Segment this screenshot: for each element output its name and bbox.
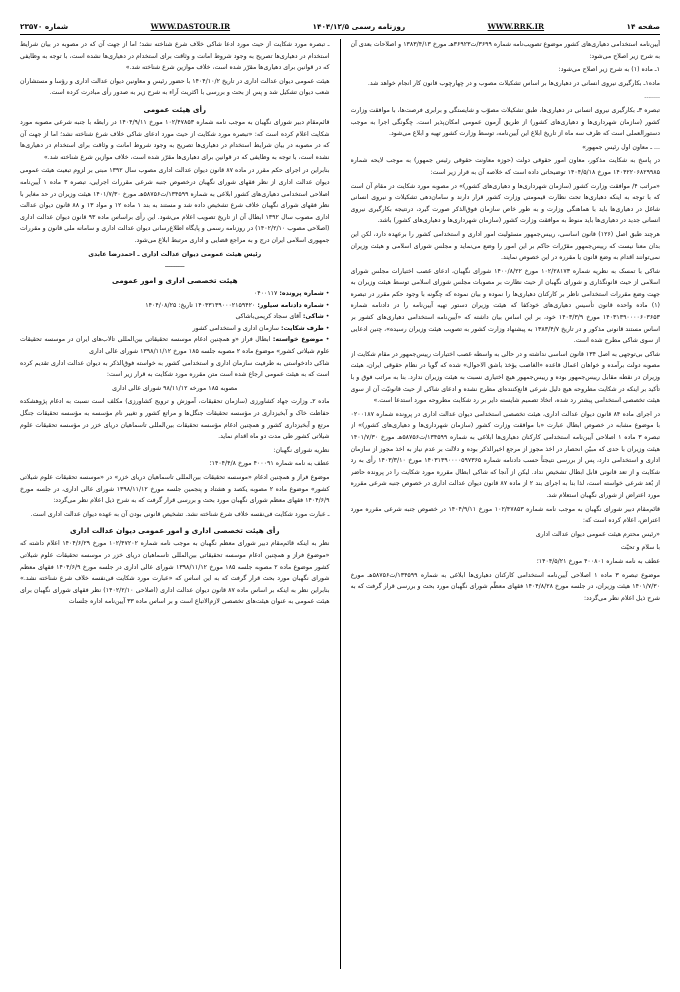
paragraph: شاکی بی‌توجهی به اصل ۱۳۴ قانون اساسی نداشته و در حالی به واسطه غصب اختیارات رییس‌جمهور در مقام شکایت از مصوبه دولت برآمده و خواهان اعمال قاعده «الغاصب یؤخذ باشق الاحوال» شده که گویا در نظام حقوقی ایران، هیئت وزیران در نقطه مقابل رییس‌جمهور بوده و رییس‌جمهور هیچ اختیاری نسبت به هیئت وزیران ندارد. بنا به مراتب فوق و با تأکید بر اینکه در شکایت مطروحه هیچ دلیل شرعی قانع‌کننده‌ای مطرح نشده و ادعای شاکی از حیث قانونیّت آن از سوی هیئت تخصصی استخدامی پیشتر رد شده، اتخاذ تصمیم شایسته دایر بر رد شکایت مطروحه مورد استدعا است.»: [350, 350, 660, 405]
paragraph: آیین‌نامه استخدامی دهیاری‌های کشور موضوع تصویب‌نامه شماره ۳۶۹۹/ت۳۶۹۲۳هـ مورخ ۱۳۸۳/۴/۱۳ و اصلاحات بعدی آن به شرح زیر اصلاح می‌شود:: [350, 41, 660, 60]
site-link-left[interactable]: WWW.DASTOUR.IR: [150, 22, 231, 31]
ruling-heading: رأی هیئت عمومی: [143, 104, 207, 114]
paragraph: شاکی دادخواستی به طرفیت سازمان اداری و استخدامی کشور به خواسته فوق‌الذکر به دیوان عدالت اداری تقدیم کرده است که به هیئت عمومی ارجاع شده است متن مقرره مورد شکایت به قرار زیر است:: [20, 359, 330, 379]
issue-number: شماره ۲۳۵۷۰: [20, 22, 69, 31]
paragraph: مصوبه ۱۸۵ مورخه ۹۸/۱۱/۱۲ شورای عالی اداری: [112, 384, 238, 392]
defendant: • طرف شکایت: سازمان اداری و استخدامی کشور: [192, 324, 330, 332]
paragraph: هرچند طبق اصل (۱۲۶) قانون اساسی، رییس‌جمهور مسئولیت امور اداری و استخدامی کشور را برعهده دارد، لکن این بدان معنا نیست که رییس‌جمهور مقرّرات حاکم بر این امور را وضع می‌نماید و مجلس شورای اسلامی و هیئت وزیران نمی‌توانند اقدام به وضع قانون یا مقرره در این خصوص نمایند.: [350, 230, 660, 262]
paragraph: عطف به نامه شماره ۴۰۰۰۹۱ مورخ ۱۴۰۴/۴/۸؛: [209, 460, 330, 468]
page-header: [20, 22, 660, 35]
paragraph: نظر به اینکه قائم‌مقام دبیر شورای معظم نگهبان به موجب نامه شماره ۱۰۲/۴۷۲۰۲ مورخ ۱۴۰۴/۶/۲۹ اعلام داشته که «موضوع فراز و همچنین ادغام موسسه تحقیقاتی بین‌المللی تاسماهیان دریای خزر در موسسه تحقیقات علوم شیلاتی کشور موضوع ماده ۲ مصوبه جلسه ۱۸۵ مورخ ۱۳۹۸/۱۱/۱۲ شورای عالی اداری در جلسه مورخ ۱۴۰۴/۶/۹ فقهای معظم شورای نگهبان مورد بحث قرار گرفت که به این اساس که «عبارت مورد شکایت فی‌نفسه خلاف شرع شناخته نشد.» بنابراین نظر به اینکه بر اساس ماده ۸۷ قانون دیوان عدالت اداری (اصلاحی ۱۴۰۲/۲/۱۰) نظر فقهای شورای نگهبان برای هیئت عمومی به عنوان هیئت‌های تخصصی لازم‌الاتباع است و بر اساس ماده ۳۳ آیین‌نامه اداره جلسات: [20, 540, 330, 606]
paragraph: تبصره ۳ـ بکارگیری نیروی انسانی در دهیاری‌ها، طبق تشکیلات مصوّب و شایستگی و برابری فرصت‌ها، با موافقت وزارت کشور (سازمان شهرداری‌ها و دهیاری‌های کشور) از طریق آزمون عمومی امکان‌پذیر است. چگونگی اجرا به موجب دستورالعملی است که ظرف سه ماه از تاریخ ابلاغ این آیین‌نامه، توسط وزارت کشور تهیه و ابلاغ می‌شود.: [350, 106, 660, 138]
column-divider: [340, 39, 341, 969]
right-column: [351, 39, 661, 969]
left-column: [20, 39, 330, 969]
gazette-date: روزنامه رسمی ۱۴۰۴/۱۲/۵: [312, 22, 406, 31]
request-subject: • موضوع خواسته: ابطال فراز «و همچنین ادغام موسسه تحقیقاتی بین‌المللی تالاب‌های ایران در موسسه تحقیقات علوم شیلاتی کشور» موضوع ماده ۲ مصوبه جلسه ۱۸۵ مورخ ۱۳۹۸/۱۱/۱۲ شورای عالی اداری: [20, 336, 330, 356]
paragraph: ... ـ معاون اول رئیس جمهور»: [582, 143, 660, 151]
case-heading: هیئت تخصصی اداری و امور عمومی: [111, 276, 238, 286]
paragraph: ـ عبارت مورد شکایت فی‌نفسه خلاف شرع شناخته نشد. تشخیص قانونی بودن آن به عهده دیوان عدالت اداری است.: [30, 510, 330, 518]
paragraph: موضوع فراز و همچنین ادغام «موسسه تحقیقات بین‌المللی تاسماهیان دریای خزر» در «موسسه تحقیقات علوم شیلاتی کشور» موضوع ماده ۲ مصوبه یکصد و هشتاد و پنجمین جلسه مورخ ۱۳۹۸/۱۱/۱۲ شورای عالی اداری، در جلسه مورخ ۱۴۰۴/۶/۹ فقهای معظم شورای نگهبان مورد بحث و بررسی قرار گرفت که به شرح ذیل اعلام نظر می‌گردد:: [20, 474, 330, 505]
paragraph: شاکی با تمسک به نظریه شماره ۱۰۲/۲۸۱۷۳ مورخ ۱۴۰۰/۸/۲۲ شورای نگهبان، ادعای غصب اختیارات مجلس شورای اسلامی از حیث قانونگذاری و شورای نگهبان از حیث نظارت بر مصوبات مجلس شورای اسلامی توسط هیئت وزیران به جهت وضع مقررات استخدامی ناظر بر کارکنان دهیاری‌ها را نموده و بیان نموده که چگونه با وجود حکم مقرر در تبصره (۱) ماده واحده قانون تأسیس دهیاری‌های خودکفا که هیئت وزیران دستور تهیه آیین‌نامه را در دادنامه شماره ۱۴۰۳۱۳۹۰۰۰۰۶۰۳۶۵۳ مورخ ۱۴۰۳/۳/۹ خود، بر این اساس بیان داشته که «آیین‌نامه استخدامی دهیاری‌های کشور بر اساس مستند قانونی مذکور و در تاریخ ۱۳۸۳/۴/۷ به پیشنهاد وزارت کشور به تصویب هیئت وزیران رسیده»، چنین ادعایی از سوی شاکی مطرح شده است.: [350, 267, 660, 345]
paragraph: ماده ۲ـ وزارت جهاد کشاورزی (سازمان تحقیقات، آموزش و ترویج کشاورزی) مکلف است نسبت به ادغام پژوهشکده حفاظت خاک و آبخیزداری در مؤسسه تحقیقات جنگل‌ها و مراتع کشور و تغییر نام مؤسسه به مؤسسه تحقیقات جنگل مرتع و آبخیزداری کشور و همچنین ادغام مؤسسه تحقیقات بین‌المللی تاسماهیان دریای خزر در مؤسسه تحقیقات علوم شیلاتی کشور طی مدت دو ماه اقدام نماید.: [20, 398, 330, 441]
paragraph: «مراتب ۴/ موافقت وزارت کشور (سازمان شهرداری‌ها و دهیاری‌های کشور)» در مصوبه مورد شکایت در مقام آن است که با توجه به اینکه دهیاری‌ها تحت نظارت قیمومتی وزارت کشور قرار دارند و سامان‌دهی تشکیلات و نیروی انسانی شاغل در دهیاری‌ها باید با هماهنگی وزارت و به طور خاص سازمان فوق‌الذکر صورت گیرد، درنتیجه بکارگیری نیروی انسانی جدید در دهیاری‌ها باید منوط به موافقت وزارت کشور (سازمان شهرداری‌ها و دهیاری‌های کشور) باشد.: [350, 182, 660, 225]
paragraph: قائم‌مقام دبیر شورای نگهبان به موجب نامه شماره ۱۰۲/۴۷۸۵۳ مورخ ۱۴۰۴/۹/۱۱ در خصوص جنبه شرعی مقرره مورد اعتراض، اعلام کرده است که:: [350, 505, 660, 525]
paragraph: ماده۱ـ بکارگیری نیروی انسانی در دهیاری‌ها بر اساس تشکیلات مصوب و در چهارچوب قانون کار انجام خواهد شد.: [367, 79, 660, 87]
ruling-heading: رأی هیئت تخصصی اداری و امور عمومی دیوان عدالت اداری: [70, 526, 280, 536]
paragraph: قائم‌مقام دبیر شورای نگهبان به موجب نامه شماره ۱۰۲/۴۷۸۵۳ مورخ ۱۴۰۴/۹/۱۱ در رابطه با جنبه شرعی مصوبه مورد شکایت اعلام کرده است که: «تبصره مورد شکایت از حیث مورد ادعای شاکی خلاف شرع شناخته نشد؛ اما از جهت آن که در مصوبه در بیان شرایط استخدام در دهیاری‌ها تصریح به وجود شروط امانت و وثاقت برای استخدام در دهیاری‌ها نشده است، با توجه به وظایفی که در قوانین برای دهیاری‌ها مقرّر شده است، خلاف موازین شرع شناخته شد.»: [20, 118, 330, 161]
paragraph: موضوع تبصره ۳ ماده ۱ اصلاحی آیین‌نامه استخدامی کارکنان دهیاری‌ها ابلاغی به شماره ۱۳۴۵۹۹/ت۵۸۷۵۶هـ مورخ ۱۴۰۱/۷/۳۰ هیئت وزیران، در جلسه مورخ ۱۴۰۴/۸/۲۸ فقهای معظّم شورای نگهبان مورد بحث و بررسی قرار گرفت که به شرح ذیل اعلام نظر می‌گردد:: [350, 571, 660, 602]
paragraph: ـ تبصره مورد شکایت از حیث مورد ادعا شاکی خلاف شرع شناخته نشد؛ اما از جهت آن که در مصوبه در بیان شرایط استخدام در دهیاری‌ها تصریح به وجود شروط امانت و وثاقت برای استخدام در دهیاری‌ها نشده است، با توجه به وظایفی که در قوانین برای دهیاری‌ها مقرّر شده است، خلاف موازین شرع شناخته شد.»: [20, 41, 330, 72]
paragraph: در پاسخ به شکایت مذکور، معاون امور حقوقی دولت (حوزه معاونت حقوقی رئیس جمهور) به موجب لایحه شماره ۱۴۰۴۲۲۰۶۸۲۹۹۸۵ مورخ ۱۴۰۴/۵/۱۸ توضیحاتی داده است که خلاصه آن به قرار زیر است:: [350, 157, 660, 176]
paragraph: در اجرای ماده ۸۴ قانون دیوان عدالت اداری، هیئت تخصصی استخدامی دیوان عدالت اداری در پرونده شماره ۰۲۰۰۱۸۷ با موضوع مشابه در خصوص ابطال عبارت «با موافقت وزارت کشور (سازمان شهرداری‌ها و دهیاری‌های کشور)» از تبصره ۳ ماده ۱ اصلاحی آیین‌نامه استخدامی کارکنان دهیاری‌ها ابلاغی به شماره ۱۳۴۵۹۹/ت۵۸۷۵۶هـ مورخ ۱۴۰۱/۷/۳۰ هیئت وزیران با حدی که مبیّن انحصار در اخذ مجوز از مرجع اخیرالذکر بوده و دلالت بر عدم نیاز به اخذ مجوز از سازمان اداری و استخدامی دارد، پس از بررسی نتیجتاً حسب دادنامه شماره ۱۴۰۳۱۳۹۰۰۰۰۵۹۷۳۶۵ مورخ ۱۴۰۳/۳/۱۰ رأی به رد شکایت و از تعد قانونی قابل ابطال تشخیص نداد. لیکن از آنجا که شاکی ابطال مقرره مورد شکایت را در پرونده حاضر از بُعد شرعی خواسته است، لذا بنا به اجرای بند ۲ از ماده ۸۷ قانون دیوان عدالت اداری در خصوص جنبه شرعی مقرره مورد اعتراض از شورای نگهبان استعلام شد.: [350, 410, 660, 499]
verdict-number: • شماره دادنامه سیلور: ۱۴۰۴۳۱۳۹۰۰۰۲۱۵۹۴۲۰ تاریخ: ۱۴۰۴/۰۸/۲۵: [145, 301, 330, 309]
paragraph: بنابراین در اجرای حکم مقرر در ماده ۸۷ قانون دیوان عدالت اداری مصوب سال ۱۳۹۲ مبنی بر لزوم تبعیت هیئت عمومی دیوان عدالت اداری از نظر فقهای شورای نگهبان درخصوص جنبه شرعی مقررات اجرایی، تبصره ۳ ماده ۱ آیین‌نامه اصلاحی استخدامی دهیاری‌های کشور ابلاغی به شماره ۱۳۴۵۹۹/ت۵۸۷۵۶هـ مورخ ۱۴۰۱/۷/۳۰ هیئت وزیران در حد مغایر با نظر فقهای شورای نگهبان خلاف شرع تشخیص داده شد و مستند به بند ۱ ماده ۱۲ و مواد ۱۳ و ۸۸ قانون دیوان عدالت اداری مصوب سال ۱۳۹۲ ابطال آن از تاریخ تصویب اعلام می‌شود. این رأی براساس ماده ۹۳ قانون دیوان عدالت اداری (اصلاحی مصوب ۱۴۰۲/۲/۱۰) در روزنامه رسمی و پایگاه اطلاع‌رسانی دیوان عدالت اداری و سامانه ملی قانون و مقررات جمهوری اسلامی ایران درج و به مراجع قضایی و اداری مرتبط ابلاغ می‌شود.: [20, 167, 330, 244]
paragraph: ........: [644, 93, 660, 101]
site-link-right[interactable]: WWW.RRK.IR: [487, 22, 545, 31]
page-number: صفحه ۱۴: [626, 22, 660, 31]
signature: رئیس هیئت عمومی دیوان عدالت اداری ـ احمدرضا عابدی: [88, 250, 262, 258]
columns: [20, 39, 660, 969]
plaintiff: • شاکی: آقای سجاد کریمی‌باشاکی: [235, 313, 330, 321]
case-number: • شماره پرونده: ۰۴۰۰۱۱۷: [253, 290, 330, 298]
paragraph: عطف به نامه شماره ۴۰۰۸۰۱ مورخ ۱۴۰۴/۵/۲۱؛: [536, 557, 660, 565]
paragraph: هیئت عمومی دیوان عدالت اداری در تاریخ ۱۴۰۴/۱۰/۲ با حضور رئیس و معاونین دیوان عدالت اداری و رؤسا و مستشاران شعب دیوان تشکیل شد و پس از بحث و بررسی با اکثریت آراء به شرح زیر به صدور رأی مبادرت کرده است.: [20, 77, 330, 97]
paragraph: ۱ـ ماده (۱) به شرح زیر اصلاح می‌شود:: [558, 66, 660, 74]
separator: ـــــــــــ: [165, 262, 185, 270]
paragraph: با سلام و تحیّت: [620, 544, 660, 552]
paragraph: «رئیس محترم هیئت عمومی دیوان عدالت اداری: [535, 530, 660, 538]
paragraph: نظریه شورای نگهبان:: [273, 446, 330, 454]
